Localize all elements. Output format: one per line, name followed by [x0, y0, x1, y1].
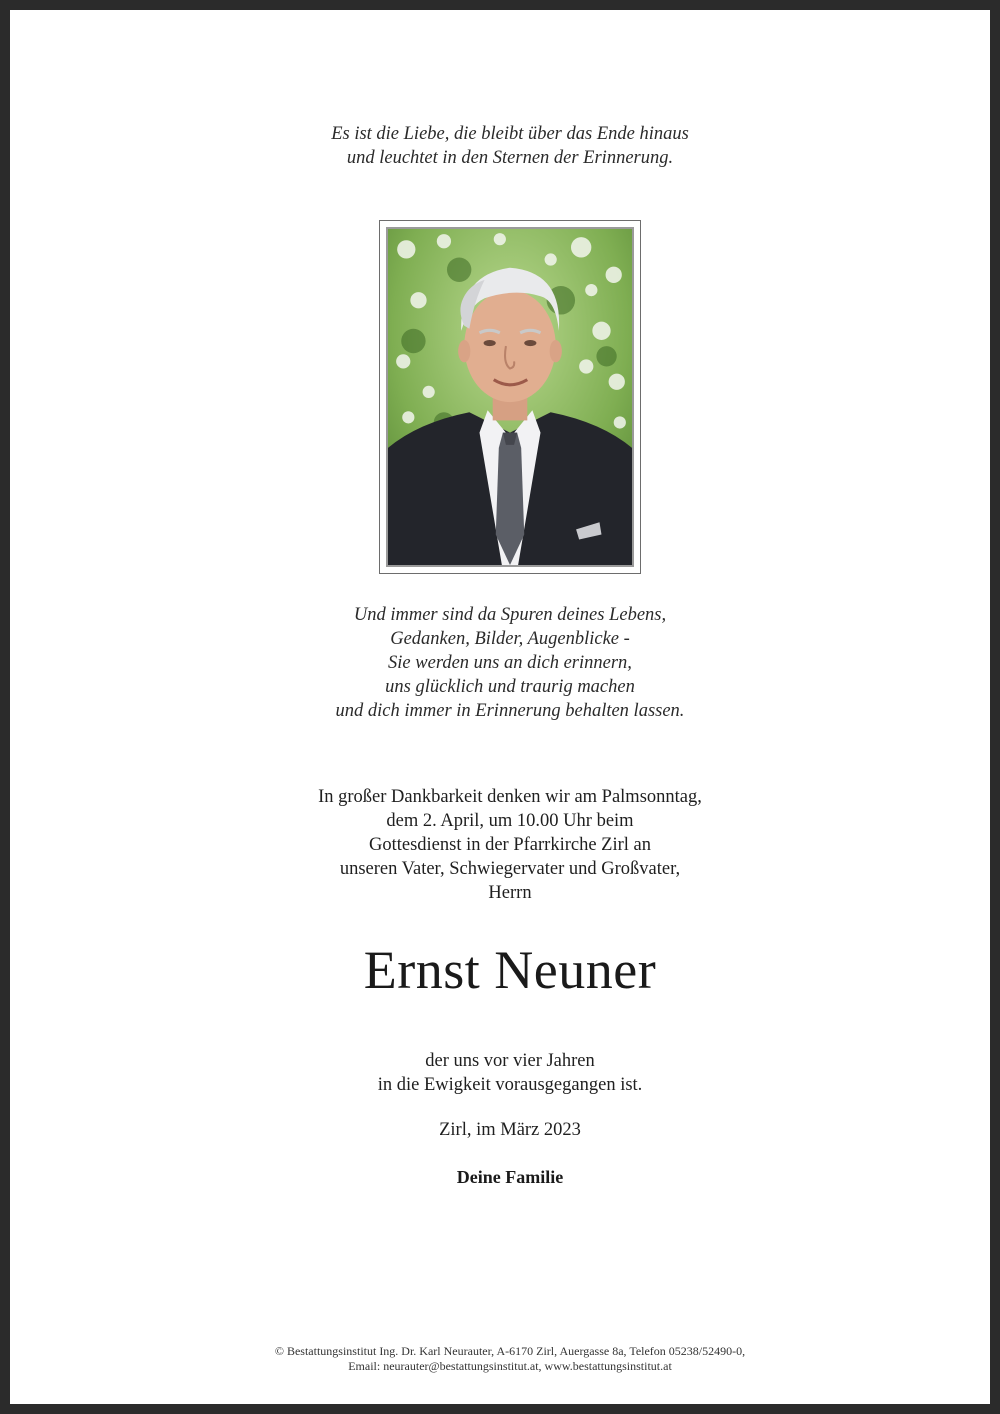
footer-line: © Bestattungsinstitut Ing. Dr. Karl Neurauter, A-6170 Zirl, Auergasse 8a, Telefon 05238/52490-0,	[274, 1344, 746, 1358]
deceased-name: Ernst Neuner	[363, 940, 657, 1000]
notice-line: Gottesdienst in der Pfarrkirche Zirl an	[368, 835, 652, 855]
notice-line: In großer Dankbarkeit denken wir am Palmsonntag,	[318, 787, 702, 807]
poem-line: Sie werden uns an dich erinnern,	[388, 653, 632, 673]
poem	[10, 603, 1000, 723]
closing-line: der uns vor vier Jahren	[425, 1051, 595, 1071]
signature: Deine Familie	[456, 1167, 564, 1187]
poem-line: Gedanken, Bilder, Augenblicke -	[390, 629, 630, 649]
memorial-notice	[10, 785, 1000, 905]
closing-line: in die Ewigkeit vorausgegangen ist.	[377, 1075, 643, 1095]
poem-line: und dich immer in Erinnerung behalten lassen.	[335, 701, 685, 721]
footer-imprint	[10, 1344, 1000, 1374]
closing-text	[10, 1049, 1000, 1097]
notice-line: dem 2. April, um 10.00 Uhr beim	[386, 811, 634, 831]
poem-line: uns glücklich und traurig machen	[385, 677, 635, 697]
portrait-frame	[379, 220, 641, 574]
poem-line: Und immer sind da Spuren deines Lebens,	[353, 605, 667, 625]
opening-quote-line: und leuchtet in den Sternen der Erinnerung.	[346, 148, 674, 168]
notice-line: unseren Vater, Schwiegervater und Großvater,	[339, 859, 681, 879]
portrait-illustration	[388, 229, 632, 565]
footer-line: Email: neurauter@bestattungsinstitut.at, www.bestattungsinstitut.at	[348, 1359, 672, 1373]
notice-line: Herrn	[488, 883, 532, 903]
place-date: Zirl, im März 2023	[439, 1120, 581, 1140]
opening-quote-line: Es ist die Liebe, die bleibt über das Ende hinaus	[331, 124, 689, 144]
portrait-photo	[386, 227, 634, 567]
opening-quote	[10, 122, 1000, 170]
